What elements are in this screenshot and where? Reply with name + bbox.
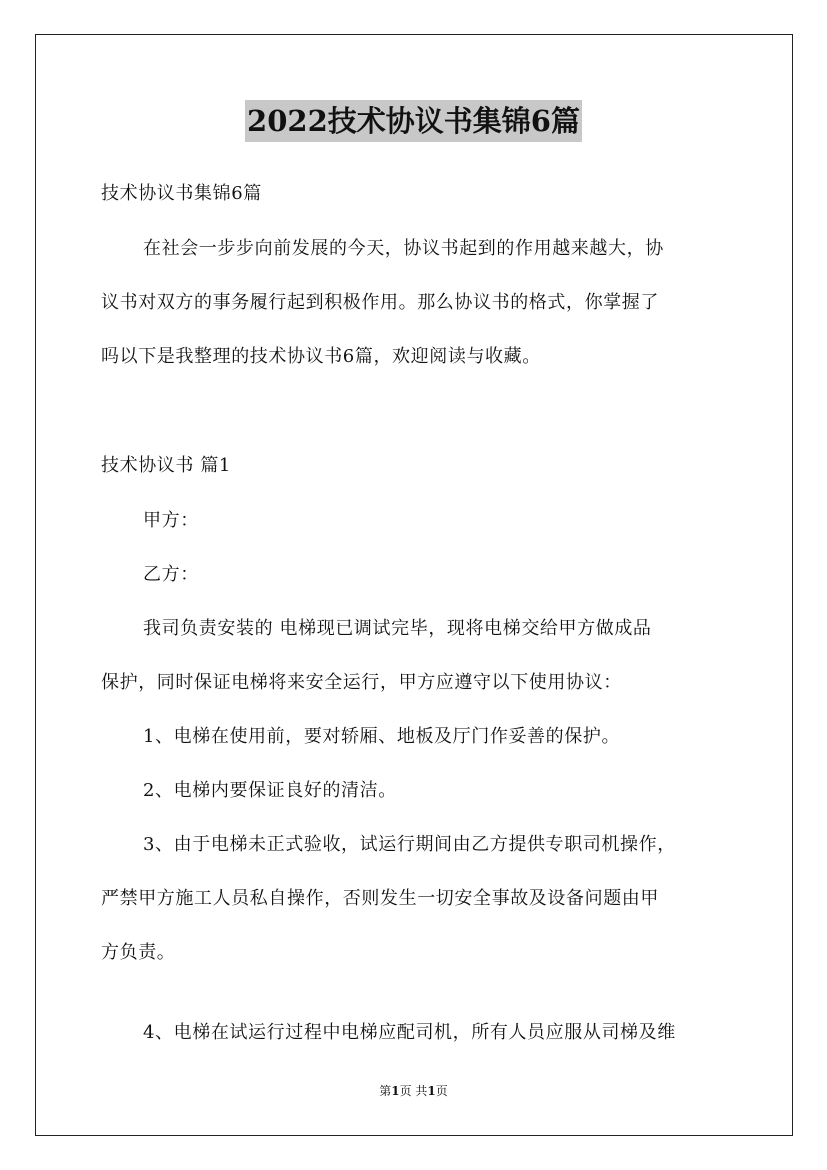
clause-1: 1、电梯在使用前，要对轿厢、地板及厅门作妥善的保护。 — [143, 726, 621, 747]
party-a-label: 甲方： — [143, 510, 199, 531]
intro-line-1: 在社会一步步向前发展的今天，协议书起到的作用越来越大，协 — [143, 238, 664, 259]
intro-line-2: 议书对双方的事务履行起到积极作用。那么协议书的格式，你掌握了 — [101, 292, 659, 313]
footer-page-total: 1 — [427, 1084, 436, 1098]
intro-line-3: 吗以下是我整理的技术协议书6篇，欢迎阅读与收藏。 — [101, 346, 541, 367]
footer-suffix: 页 — [435, 1084, 448, 1098]
clause-3-line-1: 3、由于电梯未正式验收，试运行期间由乙方提供专职司机操作， — [143, 834, 676, 855]
body-line-1: 我司负责安装的 电梯现已调试完毕，现将电梯交给甲方做成品 — [143, 618, 652, 639]
footer-prefix: 第 — [379, 1084, 392, 1098]
clause-3-line-3: 方负责。 — [101, 942, 176, 963]
clause-3-line-2: 严禁甲方施工人员私自操作，否则发生一切安全事故及设备问题由甲 — [101, 888, 659, 909]
document-subtitle: 技术协议书集锦6篇 — [101, 183, 262, 204]
clause-2: 2、电梯内要保证良好的清洁。 — [143, 780, 397, 801]
page-footer — [0, 1083, 827, 1099]
clause-4-line-1: 4、电梯在试运行过程中电梯应配司机，所有人员应服从司梯及维 — [143, 1022, 676, 1043]
document-title: 2022技术协议书集锦6篇 — [245, 100, 582, 142]
section-heading: 技术协议书 篇1 — [101, 455, 231, 476]
party-b-label: 乙方： — [143, 564, 199, 585]
footer-mid: 页 共 — [399, 1084, 428, 1098]
body-line-2: 保护，同时保证电梯将来安全运行，甲方应遵守以下使用协议： — [101, 672, 622, 693]
footer-page-number: 1 — [391, 1084, 400, 1098]
title-container — [0, 100, 827, 142]
